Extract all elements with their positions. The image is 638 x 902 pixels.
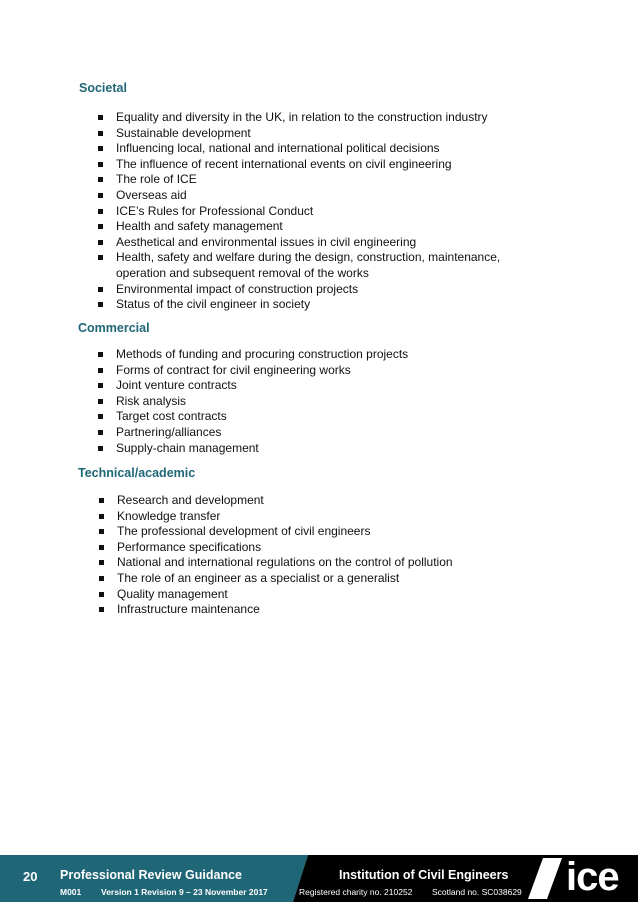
list-item: Research and development (96, 493, 536, 509)
list-item: National and international regulations on the control of pollution (96, 555, 536, 571)
list-item: Overseas aid (95, 188, 535, 204)
list-item: Methods of funding and procuring construction projects (95, 347, 535, 363)
page-footer (0, 855, 638, 902)
list-item: Sustainable development (95, 126, 535, 142)
version-info: Version 1 Revision 9 – 23 November 2017 (101, 887, 268, 897)
list-item: Target cost contracts (95, 409, 535, 425)
list-item: Supply-chain management (95, 441, 535, 457)
list-item: Health, safety and welfare during the design, construction, maintenance, operation and subsequent removal of the works (95, 250, 535, 281)
page-number: 20 (23, 869, 38, 884)
list-item: Influencing local, national and international political decisions (95, 141, 535, 157)
list-item: ICE’s Rules for Professional Conduct (95, 204, 535, 220)
list-item: Status of the civil engineer in society (95, 297, 535, 313)
list-item: Performance specifications (96, 540, 536, 556)
list-item: Health and safety management (95, 219, 535, 235)
list-item: Equality and diversity in the UK, in relation to the construction industry (95, 110, 535, 126)
ice-logo: ice (566, 855, 619, 899)
list-item: The role of an engineer as a specialist or a generalist (96, 571, 536, 587)
section-heading-societal: Societal (79, 81, 127, 95)
list-item: Infrastructure maintenance (96, 602, 536, 618)
list-item: The role of ICE (95, 172, 535, 188)
section-heading-technical: Technical/academic (78, 466, 196, 480)
scotland-number: Scotland no. SC038629 (432, 887, 522, 897)
list-item: The professional development of civil engineers (96, 524, 536, 540)
list-item: Joint venture contracts (95, 378, 535, 394)
bullet-list-technical (96, 493, 536, 618)
bullet-list-commercial (95, 347, 535, 456)
list-item: Knowledge transfer (96, 509, 536, 525)
charity-number: Registered charity no. 210252 (299, 887, 413, 897)
list-item: Partnering/alliances (95, 425, 535, 441)
document-code: M001 (60, 887, 82, 897)
list-item: Quality management (96, 587, 536, 603)
list-item: Forms of contract for civil engineering works (95, 363, 535, 379)
list-item: Environmental impact of construction projects (95, 282, 535, 298)
list-item: The influence of recent international events on civil engineering (95, 157, 535, 173)
document-title: Professional Review Guidance (60, 868, 243, 882)
list-item: Risk analysis (95, 394, 535, 410)
bullet-list-societal (95, 110, 535, 313)
section-heading-commercial: Commercial (78, 321, 150, 335)
list-item: Aesthetical and environmental issues in civil engineering (95, 235, 535, 251)
institution-name: Institution of Civil Engineers (339, 868, 509, 882)
